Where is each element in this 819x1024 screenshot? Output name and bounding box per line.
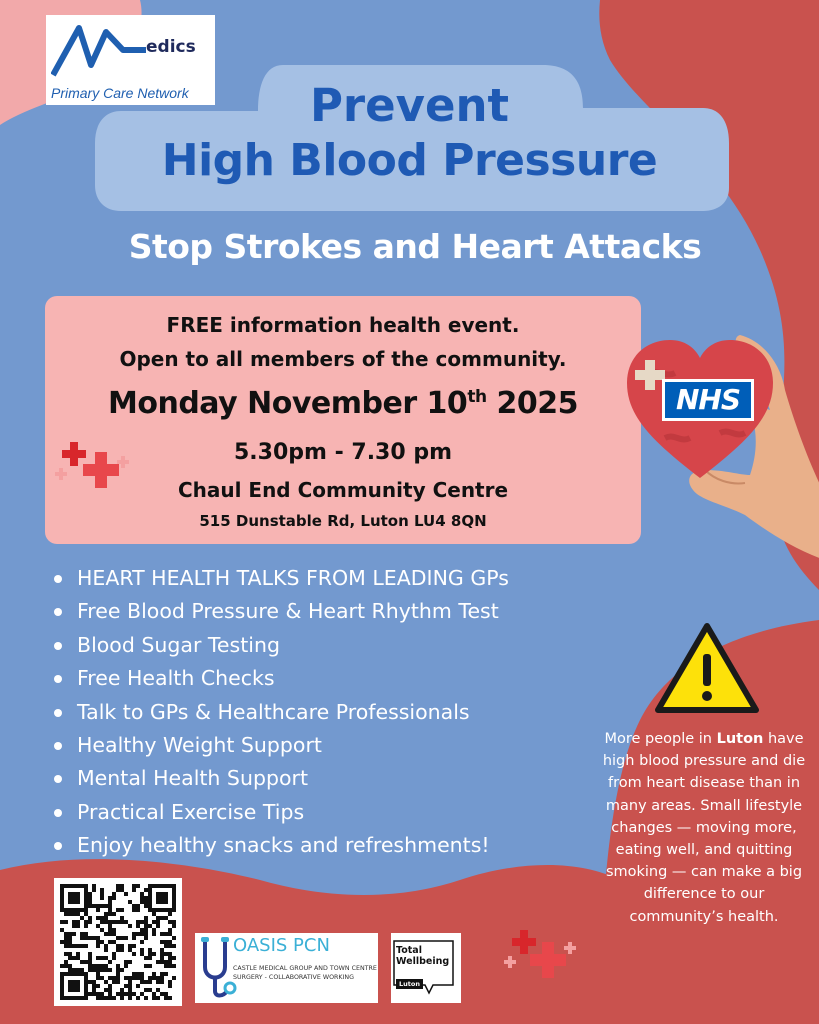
stethoscope-icon [197,935,237,1001]
info-part-1: More people in [604,731,717,747]
wellbeing-luton: Luton [396,979,423,989]
qr-code-icon [60,884,176,1000]
info-highlight: Luton [716,731,764,747]
medical-cross-icon [55,440,135,495]
logo-subtitle: Primary Care Network [51,85,189,101]
list-item: Practical Exercise Tips [54,796,509,829]
list-item: Blood Sugar Testing [54,629,509,662]
warning-icon [654,622,760,714]
medical-cross-icon [502,928,582,988]
list-item: Healthy Weight Support [54,729,509,762]
nhs-badge [662,379,754,421]
event-date [45,386,641,421]
event-address: 515 Dunstable Rd, Luton LU4 8QN [199,512,487,530]
logo-name: edics [146,37,196,57]
list-item: Enjoy healthy snacks and refreshments! [54,829,509,862]
info-part-2: have high blood pressure and die from heart disease than in many areas. Small lifestyle changes — moving more, eating well, and quitting smoking — can make a big difference to our community’s health. [602,731,806,925]
event-venue: Chaul End Community Centre [177,478,509,502]
subtitle: Stop Strokes and Heart Attacks [128,227,702,266]
event-year: 2025 [486,386,578,421]
event-line-2: Open to all members of the community. [119,347,567,371]
wellbeing-title [396,945,449,967]
wellbeing-line-2: Wellbeing [396,956,450,967]
qr-code[interactable] [54,878,182,1006]
wellbeing-line-1: Total [396,945,422,956]
title-line-2: High Blood Pressure [161,135,658,186]
event-time: 5.30pm - 7.30 pm [233,440,452,465]
oasis-subtitle: CASTLE MEDICAL GROUP AND TOWN CENTRE SURGERY - COLLABORATIVE WORKING [233,965,377,981]
event-date-suffix: th [467,387,487,407]
event-date-main: Monday November 10 [108,386,468,421]
nhs-badge-text: NHS [665,382,751,418]
title-line-1: Prevent [309,79,510,132]
list-item: Free Blood Pressure & Heart Rhythm Test [54,595,509,628]
info-text [598,728,810,928]
list-item: Talk to GPs & Healthcare Professionals [54,696,509,729]
features-list [54,562,509,863]
list-item: Free Health Checks [54,662,509,695]
oasis-title: OASIS PCN [233,935,330,956]
event-line-1: FREE information health event. [166,313,520,337]
total-wellbeing-logo [391,933,461,1003]
oasis-pcn-logo [195,933,378,1003]
list-item: Mental Health Support [54,762,509,795]
speech-bubble-icon [391,933,461,1003]
list-item: HEART HEALTH TALKS FROM LEADING GPs [54,562,509,595]
